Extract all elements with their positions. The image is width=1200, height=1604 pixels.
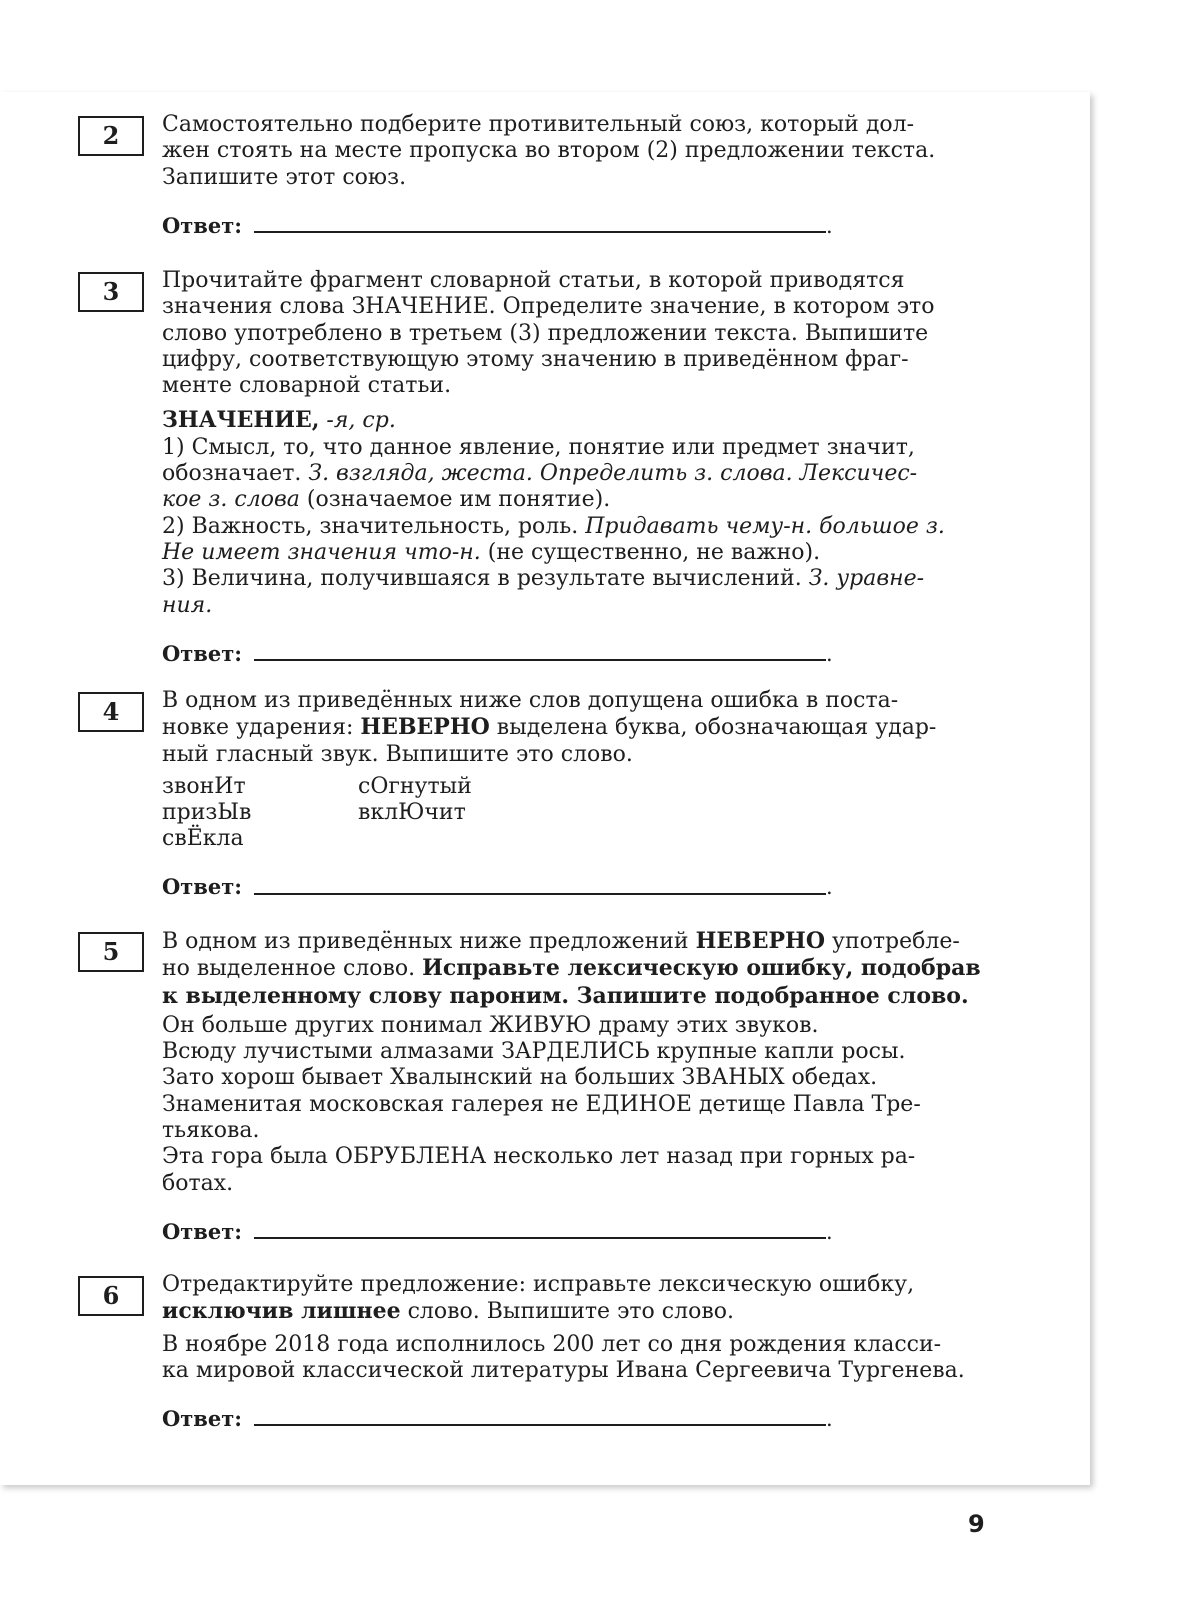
sentence: Эта гора была ОБРУБЛЕНА несколько лет назад при горных ра- <box>162 1144 916 1170</box>
instruction-text: но выделенное слово. <box>162 956 423 982</box>
sense-example: З. взгляда, жеста. Определить з. слова. Лексичес- <box>308 461 918 487</box>
sense-1-line: 1) Смысл, то, что данное явление, понятие или предмет значит, <box>162 434 915 460</box>
instruction-line: ный гласный звук. Выпишите это слово. <box>162 741 633 767</box>
emphasis: исключив лишнее <box>162 1298 401 1325</box>
emphasis: Исправьте лексическую ошибку, подобрав <box>422 955 981 982</box>
answer-label: Ответ: <box>162 640 243 666</box>
page-number: 9 <box>968 1510 985 1538</box>
instruction-line: Прочитайте фрагмент словарной статьи, в которой приводятся <box>162 268 905 293</box>
dictionary-entry <box>162 407 1067 618</box>
answer-label: Ответ: <box>162 212 243 238</box>
sense-3-line <box>162 566 1067 592</box>
answer-period: . <box>826 875 833 900</box>
instruction-text: В одном из приведённых ниже предложений <box>162 929 696 954</box>
dictionary-headword-line <box>162 407 1067 434</box>
sentence: ботах. <box>162 1170 234 1196</box>
answer-label: Ответ: <box>162 1405 243 1431</box>
sense-2-line <box>162 514 1067 540</box>
answer-input-line[interactable] <box>254 1237 826 1239</box>
sense-text: 2) Важность, значительность, роль. <box>162 513 586 539</box>
instruction-line: значения слова ЗНАЧЕНИЕ. Определите значение, в котором это <box>162 294 935 320</box>
sentence-line: В ноябре 2018 года исполнилось 200 лет со дня рождения класси- <box>162 1331 942 1357</box>
task-instructions <box>162 928 1067 1009</box>
instruction-text: выделена буква, обозначающая удар- <box>489 715 937 741</box>
sense-text: обозначает. <box>162 461 309 487</box>
word-column <box>358 774 554 853</box>
sense-example: З. уравне- <box>808 566 925 592</box>
sense-text: (означаемое им понятие). <box>299 487 611 513</box>
sentence-line: ка мировой классической литературы Ивана Сергеевича Тургенева. <box>162 1357 965 1383</box>
task-instructions <box>162 688 1067 768</box>
sense-1-line <box>162 461 1067 487</box>
task-content <box>162 268 1067 667</box>
answer-row <box>162 637 1067 667</box>
answer-row <box>162 209 1067 239</box>
answer-input-line[interactable] <box>254 231 826 233</box>
sense-example: кое з. слова <box>162 487 300 513</box>
word-column <box>162 774 358 853</box>
sense-2-line <box>162 540 1067 566</box>
answer-period: . <box>826 641 833 666</box>
instruction-line: слово употреблено в третьем (3) предложении текста. Выпишите <box>162 320 929 346</box>
task-instructions <box>162 112 1067 191</box>
sense-text: 3) Величина, получившаяся в результате вычислений. <box>162 566 809 592</box>
instruction-line: Отредактируйте предложение: исправьте лексическую ошибку, <box>162 1272 915 1297</box>
answer-period: . <box>826 1406 833 1431</box>
answer-input-line[interactable] <box>254 1424 826 1426</box>
instruction-line: Самостоятельно подберите противительный союз, который дол- <box>162 112 915 137</box>
answer-row <box>162 871 1067 901</box>
answer-label: Ответ: <box>162 1218 243 1244</box>
answer-row <box>162 1215 1067 1245</box>
word-option: сОгнутый <box>358 773 472 799</box>
workbook-page <box>0 92 1090 1485</box>
word-options <box>162 774 1067 853</box>
sense-example: Придавать чему-н. большое з. <box>585 513 945 539</box>
word-option: призЫв <box>162 800 252 826</box>
instruction-text: употребле- <box>825 929 960 954</box>
instruction-text: слово. Выпишите это слово. <box>400 1299 734 1325</box>
answer-period: . <box>826 1219 833 1244</box>
task-content <box>162 928 1067 1245</box>
task-number-box: 2 <box>78 116 144 156</box>
headword: ЗНАЧЕНИЕ, <box>162 407 320 434</box>
headword-suffix: -я, <box>319 408 363 434</box>
answer-input-line[interactable] <box>254 893 826 895</box>
task-content <box>162 688 1067 901</box>
sense-text: (не существенно, не важно). <box>480 539 821 565</box>
instruction-line: цифру, соответствующую этому значению в приведённом фраг- <box>162 346 909 372</box>
grammar-mark: ср. <box>362 408 396 434</box>
sentence-to-edit <box>162 1332 1067 1385</box>
task-number-box: 3 <box>78 272 144 312</box>
instruction-line: Запишите этот союз. <box>162 164 407 190</box>
instruction-line: к выделенному слову пароним. Запишите подобранное слово. <box>162 982 969 1009</box>
answer-label: Ответ: <box>162 874 243 900</box>
instruction-line <box>162 955 1067 982</box>
instruction-text: новке ударения: <box>162 715 361 741</box>
sentence: Всюду лучистыми алмазами ЗАРДЕЛИСЬ крупные капли росы. <box>162 1039 906 1065</box>
sentence: Зато хорош бывает Хвалынский на больших ЗВАНЫХ обедах. <box>162 1065 878 1091</box>
task-number-box: 6 <box>78 1276 144 1316</box>
instruction-line: В одном из приведённых ниже слов допущена ошибка в поста- <box>162 688 899 713</box>
task-content <box>162 1272 1067 1432</box>
answer-period: . <box>826 213 833 238</box>
answer-row <box>162 1402 1067 1432</box>
word-option: звонИт <box>162 773 246 799</box>
emphasis: НЕВЕРНО <box>360 714 490 741</box>
emphasis: НЕВЕРНО <box>695 928 826 954</box>
task-number-box: 4 <box>78 692 144 732</box>
instruction-line <box>162 714 1067 741</box>
task-content <box>162 112 1067 239</box>
sense-3-line: ния. <box>162 592 213 618</box>
sentence-list <box>162 1013 1067 1197</box>
sense-1-line <box>162 487 1067 513</box>
answer-input-line[interactable] <box>254 659 826 661</box>
word-option: вклЮчит <box>358 800 466 826</box>
instruction-line <box>162 1298 1067 1325</box>
task-number-box: 5 <box>78 932 144 972</box>
instruction-line: менте словарной статьи. <box>162 373 452 399</box>
sentence: Он больше других понимал ЖИВУЮ драму этих звуков. <box>162 1012 819 1038</box>
task-instructions <box>162 268 1067 399</box>
instruction-line <box>162 928 1067 955</box>
word-option: свЁкла <box>162 826 244 852</box>
task-instructions <box>162 1272 1067 1326</box>
sense-example: Не имеет значения что-н. <box>162 539 481 565</box>
instruction-line: жен стоять на месте пропуска во втором (2) предложении текста. <box>162 138 936 164</box>
sentence: Знаменитая московская галерея не ЕДИНОЕ детище Павла Тре- <box>162 1091 921 1117</box>
sentence: тьякова. <box>162 1118 260 1144</box>
